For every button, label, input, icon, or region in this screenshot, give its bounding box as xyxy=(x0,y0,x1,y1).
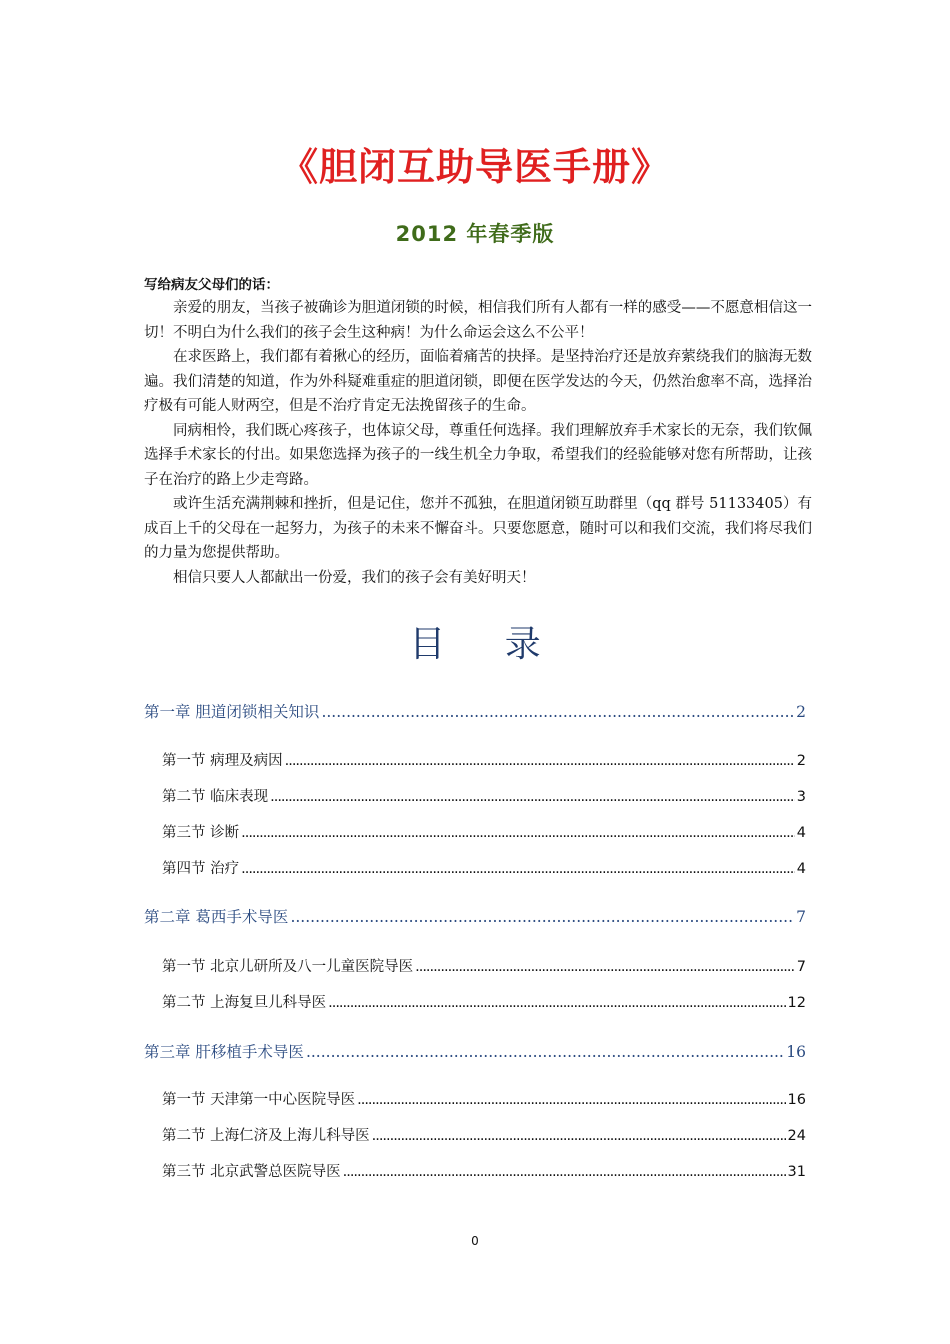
letter-paragraph: 同病相怜，我们既心疼孩子，也体谅父母，尊重任何选择。我们理解放弃手术家长的无奈，我们钦佩选择手术家长的付出。如果您选择为孩子的一线生机全力争取，希望我们的经验能够对您有所帮助，让孩子在治疗的路上少走弯路。 xyxy=(144,422,812,488)
toc-leader-dots xyxy=(306,1043,784,1061)
toc-leader-dots xyxy=(290,908,794,926)
letter-paragraph: 在求医路上，我们都有着揪心的经历，面临着痛苦的抉择。是坚持治疗还是放弃萦绕我们的脑海无数遍。我们清楚的知道，作为外科疑难重症的胆道闭锁，即便在医学发达的今天，仍然治愈率不高，选择治疗极有可能人财两空，但是不治疗肯定无法挽留孩子的生命。 xyxy=(144,349,812,414)
toc-page-number: 4 xyxy=(796,825,806,841)
toc-section-label: 第二节 上海复旦儿科导医 xyxy=(162,995,327,1011)
toc-chapter-3[interactable] xyxy=(144,1040,806,1062)
toc-page-number: 7 xyxy=(796,959,806,975)
toc-section-1-3[interactable] xyxy=(162,821,806,842)
toc-section-1-2[interactable] xyxy=(162,785,806,806)
toc-chapter-2[interactable] xyxy=(144,905,806,927)
page-number: 0 xyxy=(471,1234,479,1248)
toc-chapter-1[interactable] xyxy=(144,700,806,722)
toc-heading: 目 录 xyxy=(409,624,565,665)
toc-section-label: 第三节 北京武警总医院导医 xyxy=(162,1164,341,1180)
toc-section-label: 第三节 诊断 xyxy=(162,825,240,841)
toc-leader-dots xyxy=(321,703,794,721)
letter-paragraph: 相信只要人人都献出一份爱，我们的孩子会有美好明天！ xyxy=(173,569,536,586)
toc-section-label: 第二节 临床表现 xyxy=(162,789,269,805)
toc-section-label: 第二节 上海仁济及上海儿科导医 xyxy=(162,1128,370,1144)
toc-page-number: 4 xyxy=(796,861,806,877)
toc-leader-dots xyxy=(270,789,795,805)
toc-page-number: 16 xyxy=(787,1092,806,1108)
toc-page-number: 2 xyxy=(796,753,806,769)
toc-leader-dots xyxy=(241,825,795,841)
toc-section-3-1[interactable] xyxy=(162,1088,806,1109)
toc-page-number: 31 xyxy=(787,1164,806,1180)
toc-leader-dots xyxy=(241,861,795,877)
toc-leader-dots xyxy=(285,753,795,769)
toc-section-2-2[interactable] xyxy=(162,991,806,1012)
toc-page-number: 3 xyxy=(796,789,806,805)
edition-subtitle: 2012 年春季版 xyxy=(395,222,555,246)
toc-section-3-2[interactable] xyxy=(162,1124,806,1145)
letter-greeting: 写给病友父母们的话： xyxy=(144,277,279,293)
toc-page-number: 2 xyxy=(796,703,806,721)
toc-section-label: 第一节 天津第一中心医院导医 xyxy=(162,1092,356,1108)
letter-body xyxy=(144,296,812,590)
toc-chapter-label: 第三章 肝移植手术导医 xyxy=(144,1043,304,1061)
toc-section-label: 第一节 北京儿研所及八一儿童医院导医 xyxy=(162,959,414,975)
document-title: 《胆闭互助导医手册》 xyxy=(279,145,670,189)
toc-leader-dots xyxy=(372,1128,786,1144)
toc-section-label: 第一节 病理及病因 xyxy=(162,753,283,769)
toc-leader-dots xyxy=(415,959,795,975)
toc-page-number: 7 xyxy=(796,908,806,926)
toc-leader-dots xyxy=(343,1164,786,1180)
letter-paragraph: 亲爱的朋友，当孩子被确诊为胆道闭锁的时候，相信我们所有人都有一样的感受——不愿意相信这一切！不明白为什么我们的孩子会生这种病！为什么命运会这么不公平！ xyxy=(144,300,812,341)
toc-leader-dots xyxy=(357,1092,785,1108)
toc-page-number: 16 xyxy=(786,1043,806,1061)
toc-leader-dots xyxy=(328,995,785,1011)
toc-section-3-3[interactable] xyxy=(162,1160,806,1181)
toc-section-1-4[interactable] xyxy=(162,857,806,878)
toc-section-label: 第四节 治疗 xyxy=(162,861,240,877)
toc-section-1-1[interactable] xyxy=(162,749,806,770)
toc-chapter-label: 第二章 葛西手术导医 xyxy=(144,908,289,926)
toc-page-number: 24 xyxy=(787,1128,806,1144)
toc-chapter-label: 第一章 胆道闭锁相关知识 xyxy=(144,703,320,721)
toc-page-number: 12 xyxy=(787,995,806,1011)
toc-section-2-1[interactable] xyxy=(162,955,806,976)
letter-paragraph: 或许生活充满荆棘和挫折，但是记住，您并不孤独，在胆道闭锁互助群里（qq 群号 51133405）有成百上千的父母在一起努力，为孩子的未来不懈奋斗。只要您愿意，随时可以和我们交流，我们将尽我们的力量为您提供帮助。 xyxy=(144,496,812,561)
